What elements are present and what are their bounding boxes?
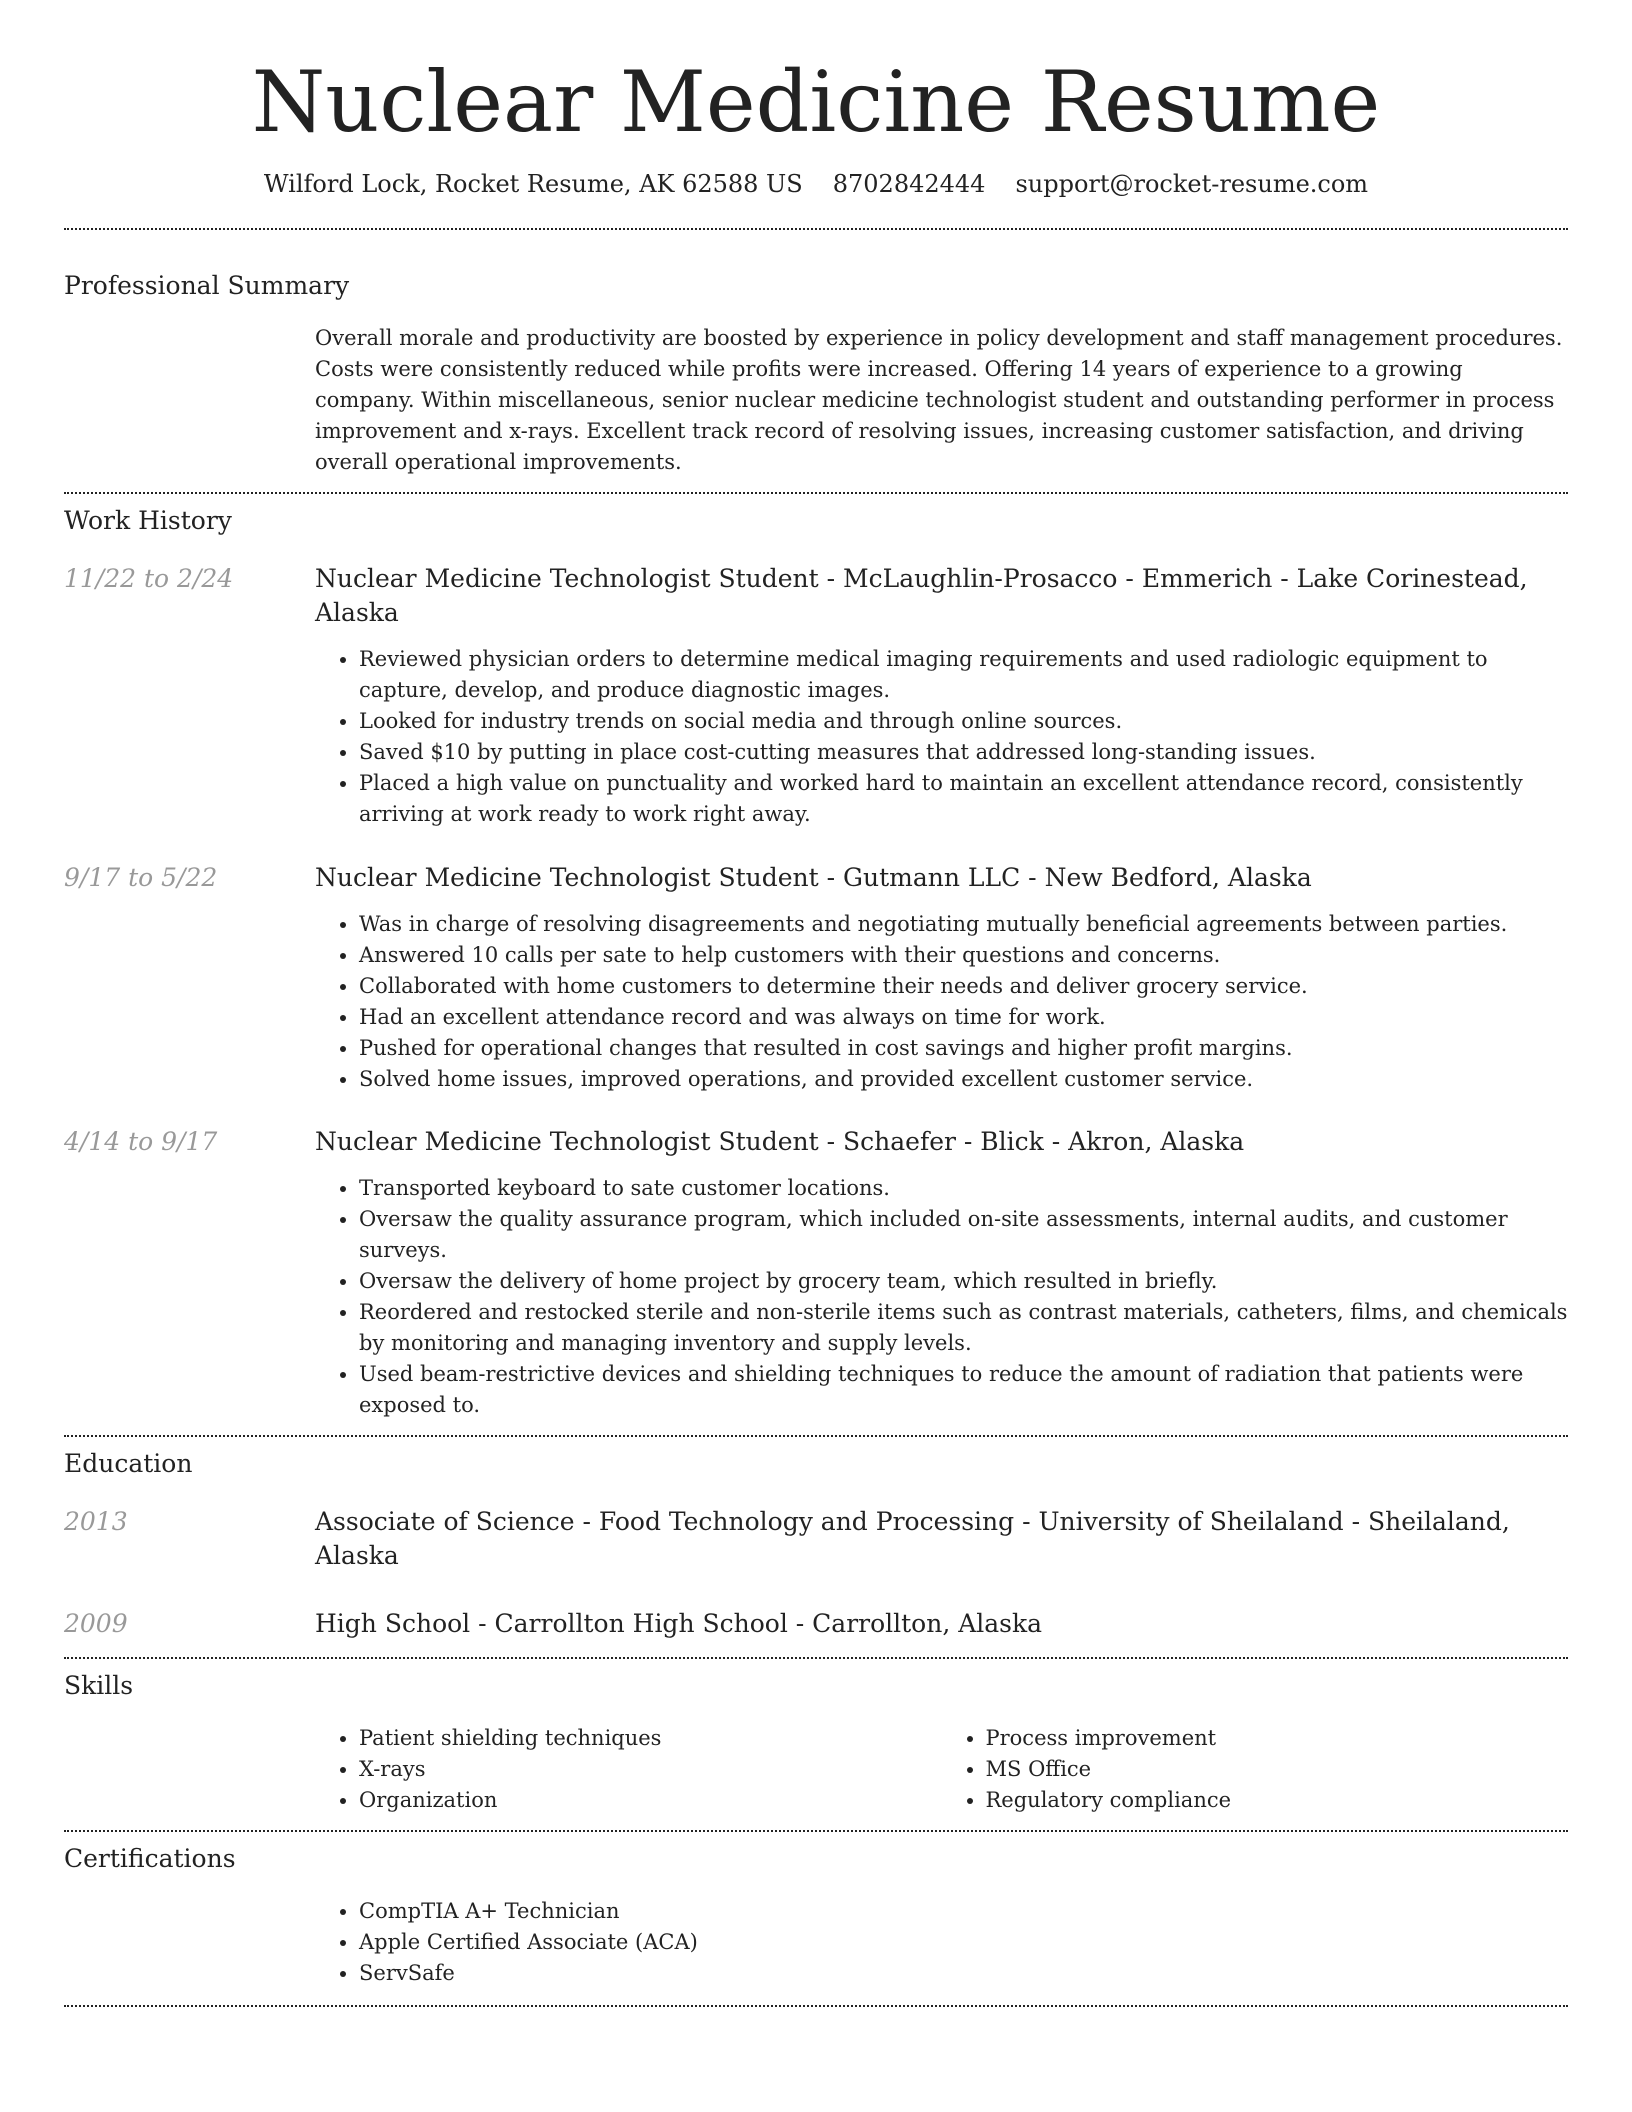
list-item: • Organization: [359, 1785, 942, 1816]
list-item: • X-rays: [359, 1754, 942, 1785]
education-detail: Associate of Science - Food Technology and Processing - University of Sheilaland - Sheilaland, Alaska: [315, 1507, 1510, 1570]
education-section: [64, 1447, 1568, 1641]
job-entry: [64, 1125, 1568, 1421]
certifications-section: [64, 1842, 1568, 1989]
job-entry: [64, 861, 1568, 1095]
divider: [64, 1830, 1568, 1832]
education-heading: Education: [64, 1449, 193, 1478]
job-bullets: [315, 1173, 1568, 1421]
job-bullets: [315, 909, 1568, 1095]
divider: [64, 1435, 1568, 1437]
list-item: • Placed a high value on punctuality and worked hard to maintain an excellent attendance record, consistently arriving at work ready to work right away.: [359, 768, 1568, 830]
contact-email: support@rocket-resume.com: [1015, 170, 1369, 198]
certifications-heading: Certifications: [64, 1844, 236, 1873]
list-item: • Regulatory compliance: [986, 1785, 1569, 1816]
summary-section: [64, 269, 1568, 478]
list-item: • Patient shielding techniques: [359, 1723, 942, 1754]
skills-section: [64, 1669, 1568, 1816]
list-item: • Oversaw the delivery of home project by grocery team, which resulted in briefly.: [359, 1266, 1568, 1297]
contact-phone: 8702842444: [832, 170, 986, 198]
list-item: • Was in charge of resolving disagreements and negotiating mutually beneficial agreements between parties.: [359, 909, 1568, 940]
list-item: • Looked for industry trends on social media and through online sources.: [359, 706, 1568, 737]
skills-heading: Skills: [64, 1671, 134, 1700]
list-item: • Pushed for operational changes that resulted in cost savings and higher profit margins.: [359, 1033, 1568, 1064]
education-entry: [64, 1505, 1568, 1573]
list-item: • Transported keyboard to sate customer locations.: [359, 1173, 1568, 1204]
contact-line: [0, 168, 1632, 200]
list-item: • Had an excellent attendance record and was always on time for work.: [359, 1002, 1568, 1033]
summary-heading: Professional Summary: [64, 271, 350, 300]
work-history-heading: Work History: [64, 506, 232, 535]
education-year: 2013: [64, 1507, 128, 1536]
divider: [64, 228, 1568, 230]
job-dates: 4/14 to 9/17: [64, 1127, 218, 1156]
list-item: • Saved $10 by putting in place cost-cutting measures that addressed long-standing issues.: [359, 737, 1568, 768]
job-dates: 9/17 to 5/22: [64, 863, 218, 892]
summary-text: Overall morale and productivity are boosted by experience in policy development and staff management procedures. Costs were consistently reduced while profits were increased. Offering 14 years of experience to a growing company. Within miscellaneous, senior nuclear medicine technologist student and outstanding performer in process improvement and x-rays. Excellent track record of resolving issues, increasing customer satisfaction, and driving overall operational improvements.: [315, 326, 1563, 474]
list-item: • Answered 10 calls per sate to help customers with their questions and concerns.: [359, 940, 1568, 971]
list-item: • Process improvement: [986, 1723, 1569, 1754]
list-item: • MS Office: [986, 1754, 1569, 1785]
education-detail: High School - Carrollton High School - Carrollton, Alaska: [315, 1609, 1043, 1638]
list-item: • CompTIA A+ Technician: [359, 1896, 1568, 1927]
job-title: Nuclear Medicine Technologist Student - Schaefer - Blick - Akron, Alaska: [315, 1127, 1245, 1156]
list-item: • ServSafe: [359, 1958, 1568, 1989]
list-item: • Apple Certified Associate (ACA): [359, 1927, 1568, 1958]
list-item: • Used beam-restrictive devices and shielding techniques to reduce the amount of radiation that patients were exposed to.: [359, 1359, 1568, 1421]
list-item: • Oversaw the quality assurance program, which included on-site assessments, internal audits, and customer surveys.: [359, 1204, 1568, 1266]
list-item: • Reviewed physician orders to determine medical imaging requirements and used radiologic equipment to capture, develop, and produce diagnostic images.: [359, 644, 1568, 706]
job-entry: [64, 562, 1568, 830]
resume-title: Nuclear Medicine Resume: [251, 53, 1381, 151]
divider: [64, 492, 1568, 494]
education-year: 2009: [64, 1609, 128, 1638]
education-entry: [64, 1607, 1568, 1641]
job-dates: 11/22 to 2/24: [64, 564, 234, 593]
work-history-section: [64, 504, 1568, 1421]
contact-address: Wilford Lock, Rocket Resume, AK 62588 US: [263, 170, 803, 198]
divider: [64, 1657, 1568, 1659]
job-bullets: [315, 644, 1568, 830]
job-title: Nuclear Medicine Technologist Student - McLaughlin-Prosacco - Emmerich - Lake Corinestead, Alaska: [315, 564, 1528, 627]
certifications-list: [315, 1896, 1568, 1989]
list-item: • Reordered and restocked sterile and non-sterile items such as contrast materials, catheters, films, and chemicals by monitoring and managing inventory and supply levels.: [359, 1297, 1568, 1359]
job-title: Nuclear Medicine Technologist Student - Gutmann LLC - New Bedford, Alaska: [315, 863, 1312, 892]
list-item: • Solved home issues, improved operations, and provided excellent customer service.: [359, 1064, 1568, 1095]
skills-list-left: [315, 1723, 942, 1816]
skills-list-right: [942, 1723, 1569, 1816]
divider: [64, 2005, 1568, 2007]
list-item: • Collaborated with home customers to determine their needs and deliver grocery service.: [359, 971, 1568, 1002]
